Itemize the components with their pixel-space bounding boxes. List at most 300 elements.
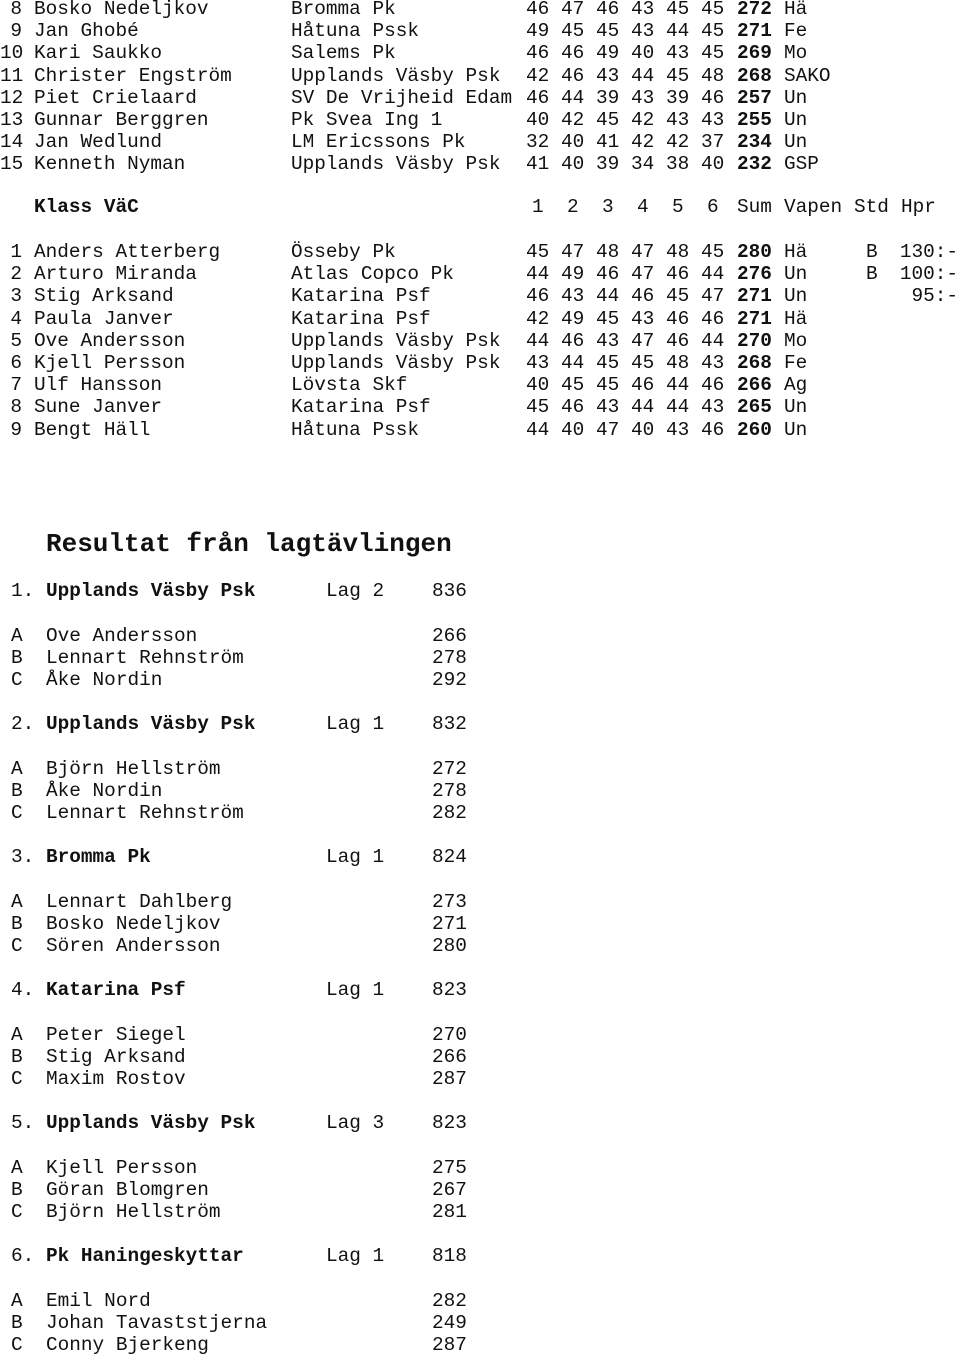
total-score: 269 [737, 42, 772, 65]
series-score: 44 [526, 263, 550, 286]
series-score: 44 [631, 396, 655, 419]
team-member-row [0, 1157, 960, 1179]
member-position: C [11, 669, 23, 691]
class-title: Klass VäC [34, 196, 139, 218]
rank: 14 [0, 131, 24, 154]
series-score: 41 [526, 153, 550, 176]
weapon-header: Vapen [784, 196, 843, 218]
series-score: 32 [526, 131, 550, 154]
weapon: Un [784, 418, 808, 441]
series-score: 44 [666, 396, 690, 419]
member-score: 275 [432, 1157, 467, 1179]
total-score: 271 [737, 307, 772, 330]
club-name: Katarina Psf [291, 396, 431, 419]
weapon: Un [784, 263, 808, 286]
team-label: Lag 1 [326, 979, 385, 1001]
series-score: 49 [561, 263, 585, 286]
shooter-name: Ove Andersson [34, 329, 186, 352]
member-name: Björn Hellström [46, 1201, 221, 1223]
team-member-row [0, 758, 960, 780]
series-header: 6 [707, 196, 719, 218]
series-score: 44 [561, 86, 585, 109]
shooter-name: Kenneth Nyman [34, 153, 186, 176]
series-header: 2 [567, 196, 579, 218]
shooter-name: Gunnar Berggren [34, 109, 209, 131]
series-score: 46 [526, 285, 550, 308]
section-title: Resultat från lagtävlingen [46, 529, 452, 559]
member-position: B [11, 647, 23, 669]
team-rank: 3. [11, 846, 35, 868]
series-score: 46 [596, 263, 620, 286]
series-score: 47 [561, 0, 585, 20]
result-row [0, 285, 960, 307]
team-header [0, 846, 960, 868]
member-score: 273 [432, 891, 467, 913]
team-member-row [0, 647, 960, 669]
series-score: 46 [701, 307, 725, 330]
member-name: Conny Bjerkeng [46, 1334, 209, 1356]
member-score: 280 [432, 935, 467, 957]
series-header: 1 [532, 196, 544, 218]
series-score: 43 [701, 352, 725, 374]
member-position: C [11, 1068, 23, 1090]
prize: 100:- [899, 263, 958, 286]
result-row [0, 153, 960, 175]
member-score: 281 [432, 1201, 467, 1223]
member-score: 267 [432, 1179, 467, 1201]
weapon: Fe [784, 352, 808, 374]
shooter-name: Ulf Hansson [34, 374, 162, 397]
standard-mark: B [866, 263, 878, 286]
series-score: 45 [701, 20, 725, 43]
series-score: 45 [701, 42, 725, 65]
result-row [0, 109, 960, 131]
series-score: 46 [701, 374, 725, 397]
shooter-name: Christer Engström [34, 64, 232, 87]
weapon: Mo [784, 42, 808, 65]
series-score: 49 [561, 307, 585, 330]
series-score: 49 [526, 20, 550, 43]
series-score: 46 [631, 374, 655, 397]
team-rank: 6. [11, 1245, 35, 1267]
series-score: 47 [596, 418, 620, 441]
team-total: 832 [432, 713, 467, 735]
result-row [0, 131, 960, 153]
member-name: Emil Nord [46, 1290, 151, 1312]
member-position: C [11, 1201, 23, 1223]
series-header: 5 [672, 196, 684, 218]
member-position: B [11, 913, 23, 935]
total-score: 276 [737, 263, 772, 286]
shooter-name: Kjell Persson [34, 352, 186, 374]
series-score: 45 [526, 241, 550, 263]
team-member-row [0, 1179, 960, 1201]
member-score: 266 [432, 1046, 467, 1068]
club-name: Bromma Pk [291, 0, 396, 20]
series-score: 43 [596, 329, 620, 352]
rank: 3 [10, 285, 22, 308]
shooter-name: Bengt Häll [34, 418, 151, 441]
total-score: 234 [737, 131, 772, 154]
series-score: 43 [631, 0, 655, 20]
club-name: Lövsta Skf [291, 374, 408, 397]
team-rank: 4. [11, 979, 35, 1001]
shooter-name: Piet Crielaard [34, 86, 197, 109]
rank: 13 [0, 109, 24, 131]
series-score: 46 [701, 418, 725, 441]
series-score: 43 [631, 307, 655, 330]
team-member-row [0, 913, 960, 935]
member-name: Göran Blomgren [46, 1179, 209, 1201]
member-name: Lennart Rehnström [46, 647, 244, 669]
member-position: B [11, 1046, 23, 1068]
member-score: 266 [432, 625, 467, 647]
series-score: 40 [631, 418, 655, 441]
shooter-name: Kari Saukko [34, 42, 162, 65]
series-score: 42 [666, 131, 690, 154]
member-name: Sören Andersson [46, 935, 221, 957]
shooter-name: Jan Ghobé [34, 20, 139, 43]
series-score: 48 [701, 64, 725, 87]
member-name: Stig Arksand [46, 1046, 186, 1068]
team-club: Katarina Psf [46, 979, 186, 1001]
member-score: 287 [432, 1334, 467, 1356]
member-name: Bosko Nedeljkov [46, 913, 221, 935]
rank: 9 [10, 418, 22, 441]
series-score: 46 [561, 42, 585, 65]
rank: 8 [10, 0, 22, 20]
series-score: 45 [596, 374, 620, 397]
member-name: Kjell Persson [46, 1157, 198, 1179]
team-club: Upplands Väsby Psk [46, 580, 256, 602]
weapon: Mo [784, 329, 808, 352]
series-score: 45 [561, 20, 585, 43]
rank: 9 [10, 20, 22, 43]
member-position: A [11, 1290, 23, 1312]
series-score: 39 [596, 153, 620, 176]
series-score: 43 [666, 42, 690, 65]
member-position: B [11, 1179, 23, 1201]
club-name: Salems Pk [291, 42, 396, 65]
series-score: 40 [526, 374, 550, 397]
shooter-name: Bosko Nedeljkov [34, 0, 209, 20]
series-score: 47 [561, 241, 585, 263]
result-row [0, 263, 960, 285]
series-score: 46 [526, 86, 550, 109]
team-label: Lag 1 [326, 846, 385, 868]
weapon: Un [784, 131, 808, 154]
member-position: A [11, 1024, 23, 1046]
series-score: 45 [666, 0, 690, 20]
rank: 12 [0, 86, 24, 109]
weapon: SAKO [784, 64, 831, 87]
series-score: 49 [596, 42, 620, 65]
result-row [0, 241, 960, 263]
prize: 130:- [899, 241, 958, 263]
result-row [0, 374, 960, 396]
member-score: 270 [432, 1024, 467, 1046]
team-total: 836 [432, 580, 467, 602]
member-name: Lennart Rehnström [46, 802, 244, 824]
club-name: Upplands Väsby Psk [291, 329, 501, 352]
team-rank: 2. [11, 713, 35, 735]
member-score: 278 [432, 647, 467, 669]
team-member-row [0, 1024, 960, 1046]
team-total: 818 [432, 1245, 467, 1267]
team-member-row [0, 891, 960, 913]
rank: 4 [10, 307, 22, 330]
team-rank: 5. [11, 1112, 35, 1134]
team-total: 824 [432, 846, 467, 868]
series-score: 34 [631, 153, 655, 176]
series-score: 45 [596, 352, 620, 374]
total-score: 271 [737, 20, 772, 43]
result-row [0, 0, 960, 20]
member-name: Maxim Rostov [46, 1068, 186, 1090]
total-score: 272 [737, 0, 772, 20]
series-score: 45 [666, 285, 690, 308]
result-row [0, 87, 960, 109]
total-score: 266 [737, 374, 772, 397]
series-score: 38 [666, 153, 690, 176]
series-score: 46 [561, 329, 585, 352]
rank: 7 [10, 374, 22, 397]
series-score: 43 [526, 352, 550, 374]
rank: 15 [0, 153, 24, 176]
series-score: 43 [631, 20, 655, 43]
member-position: C [11, 935, 23, 957]
series-score: 48 [666, 352, 690, 374]
series-score: 40 [561, 153, 585, 176]
shooter-name: Paula Janver [34, 307, 174, 330]
weapon: Fe [784, 20, 808, 43]
member-score: 249 [432, 1312, 467, 1334]
result-row [0, 330, 960, 352]
member-position: A [11, 1157, 23, 1179]
club-name: Håtuna Pssk [291, 418, 419, 441]
weapon: Un [784, 109, 808, 131]
class-header [0, 196, 960, 218]
total-score: 260 [737, 418, 772, 441]
weapon: Hä [784, 241, 808, 263]
member-name: Åke Nordin [46, 780, 163, 802]
series-score: 44 [561, 352, 585, 374]
result-row [0, 42, 960, 64]
series-score: 46 [666, 329, 690, 352]
member-score: 272 [432, 758, 467, 780]
series-score: 39 [596, 86, 620, 109]
shooter-name: Jan Wedlund [34, 131, 162, 154]
series-score: 43 [596, 64, 620, 87]
total-score: 257 [737, 86, 772, 109]
team-club: Pk Haningeskyttar [46, 1245, 244, 1267]
weapon: Un [784, 285, 808, 308]
team-header [0, 713, 960, 735]
series-score: 45 [596, 307, 620, 330]
member-name: Lennart Dahlberg [46, 891, 233, 913]
prize: 95:- [911, 285, 958, 308]
club-name: Atlas Copco Pk [291, 263, 454, 286]
shooter-name: Anders Atterberg [34, 241, 221, 263]
club-name: Upplands Väsby Psk [291, 64, 501, 87]
result-row [0, 419, 960, 441]
club-name: SV De Vrijheid Edam [291, 86, 513, 109]
member-score: 282 [432, 802, 467, 824]
member-position: B [11, 1312, 23, 1334]
series-score: 44 [666, 20, 690, 43]
series-header: 3 [602, 196, 614, 218]
series-score: 45 [526, 396, 550, 419]
team-header [0, 1245, 960, 1267]
team-club: Bromma Pk [46, 846, 151, 868]
member-score: 292 [432, 669, 467, 691]
series-score: 47 [631, 329, 655, 352]
team-total: 823 [432, 979, 467, 1001]
team-header [0, 580, 960, 602]
weapon: Un [784, 86, 808, 109]
series-score: 46 [561, 64, 585, 87]
rank: 6 [10, 352, 22, 374]
member-position: A [11, 625, 23, 647]
weapon: GSP [784, 153, 819, 176]
series-score: 48 [596, 241, 620, 263]
member-name: Peter Siegel [46, 1024, 186, 1046]
rank: 11 [0, 64, 24, 87]
series-score: 45 [561, 374, 585, 397]
series-score: 46 [666, 263, 690, 286]
team-member-row [0, 1201, 960, 1223]
total-score: 265 [737, 396, 772, 419]
series-score: 44 [526, 329, 550, 352]
series-score: 46 [666, 307, 690, 330]
member-position: A [11, 891, 23, 913]
series-score: 46 [526, 42, 550, 65]
total-score: 270 [737, 329, 772, 352]
team-label: Lag 3 [326, 1112, 385, 1134]
team-label: Lag 1 [326, 1245, 385, 1267]
series-score: 47 [631, 263, 655, 286]
club-name: Katarina Psf [291, 307, 431, 330]
shooter-name: Stig Arksand [34, 285, 174, 308]
team-member-row [0, 1312, 960, 1334]
series-score: 42 [631, 131, 655, 154]
shooter-name: Sune Janver [34, 396, 162, 419]
total-score: 255 [737, 109, 772, 131]
series-score: 45 [701, 241, 725, 263]
std-header: Std [854, 196, 889, 218]
club-name: Pk Svea Ing 1 [291, 109, 443, 131]
team-member-row [0, 1068, 960, 1090]
series-score: 43 [701, 109, 725, 131]
team-member-row [0, 1290, 960, 1312]
member-name: Ove Andersson [46, 625, 198, 647]
rank: 5 [10, 329, 22, 352]
club-name: Katarina Psf [291, 285, 431, 308]
weapon: Un [784, 396, 808, 419]
series-score: 46 [526, 0, 550, 20]
member-score: 271 [432, 913, 467, 935]
team-header [0, 1112, 960, 1134]
series-score: 40 [561, 131, 585, 154]
series-score: 42 [561, 109, 585, 131]
weapon: Ag [784, 374, 808, 397]
team-member-row [0, 669, 960, 691]
member-position: C [11, 1334, 23, 1356]
series-score: 39 [666, 86, 690, 109]
hpr-header: Hpr [901, 196, 936, 218]
member-position: A [11, 758, 23, 780]
series-score: 43 [701, 396, 725, 419]
team-member-row [0, 1334, 960, 1356]
result-row [0, 352, 960, 374]
team-total: 823 [432, 1112, 467, 1134]
team-rank: 1. [11, 580, 35, 602]
team-member-row [0, 935, 960, 957]
member-position: C [11, 802, 23, 824]
series-score: 45 [631, 352, 655, 374]
club-name: LM Ericssons Pk [291, 131, 466, 154]
standard-mark: B [866, 241, 878, 263]
result-row [0, 20, 960, 42]
result-row [0, 65, 960, 87]
weapon: Hä [784, 0, 808, 20]
member-score: 278 [432, 780, 467, 802]
result-row [0, 308, 960, 330]
series-score: 44 [596, 285, 620, 308]
series-score: 40 [701, 153, 725, 176]
rank: 8 [10, 396, 22, 419]
sum-header: Sum [737, 196, 772, 218]
total-score: 268 [737, 352, 772, 374]
series-score: 45 [596, 20, 620, 43]
team-member-row [0, 625, 960, 647]
team-member-row [0, 802, 960, 824]
series-score: 43 [561, 285, 585, 308]
series-score: 43 [666, 418, 690, 441]
member-name: Åke Nordin [46, 669, 163, 691]
series-score: 37 [701, 131, 725, 154]
series-score: 44 [526, 418, 550, 441]
series-score: 42 [631, 109, 655, 131]
series-score: 46 [561, 396, 585, 419]
total-score: 268 [737, 64, 772, 87]
team-member-row [0, 1046, 960, 1068]
team-member-row [0, 780, 960, 802]
member-name: Björn Hellström [46, 758, 221, 780]
series-score: 40 [631, 42, 655, 65]
series-score: 46 [631, 285, 655, 308]
member-position: B [11, 780, 23, 802]
rank: 2 [10, 263, 22, 286]
series-score: 46 [596, 0, 620, 20]
team-club: Upplands Väsby Psk [46, 1112, 256, 1134]
total-score: 232 [737, 153, 772, 176]
team-club: Upplands Väsby Psk [46, 713, 256, 735]
shooter-name: Arturo Miranda [34, 263, 197, 286]
series-score: 48 [666, 241, 690, 263]
total-score: 271 [737, 285, 772, 308]
series-score: 45 [596, 109, 620, 131]
series-header: 4 [637, 196, 649, 218]
rank: 1 [10, 241, 22, 263]
rank: 10 [0, 42, 24, 65]
series-score: 47 [631, 241, 655, 263]
series-score: 44 [701, 329, 725, 352]
series-score: 41 [596, 131, 620, 154]
series-score: 43 [631, 86, 655, 109]
member-name: Johan Tavaststjerna [46, 1312, 268, 1334]
club-name: Upplands Väsby Psk [291, 352, 501, 374]
